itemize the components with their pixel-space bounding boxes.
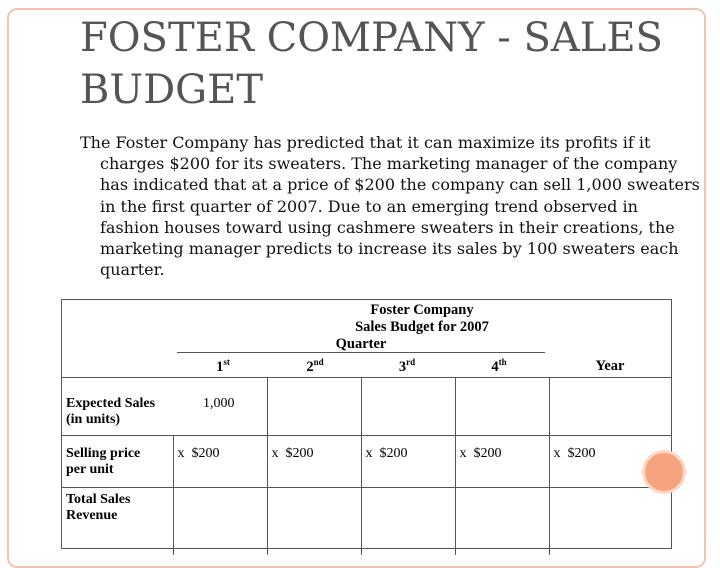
quarter-2-header: 2nd (306, 357, 324, 375)
company-name: Foster Company (370, 302, 474, 318)
budget-title: Sales Budget for 2007 (355, 319, 489, 335)
quarter-group (173, 336, 549, 377)
selling-price-q3: x $200 (361, 435, 455, 487)
quarter-label: Quarter (177, 336, 545, 353)
title-line-1: FOSTER COMPANY - SALES (80, 15, 663, 61)
selling-price-label: Selling price per unit (62, 435, 173, 487)
table-header (173, 300, 671, 336)
sales-budget-table-box (61, 299, 672, 549)
quarter-1-header: 1st (216, 357, 230, 375)
selling-price-q2: x $200 (267, 435, 361, 487)
year-header: Year (595, 357, 625, 374)
expected-sales-q2 (267, 377, 361, 435)
expected-sales-q1: 1,000 (173, 377, 267, 435)
col-header-spacer (62, 336, 173, 377)
selling-price-q1: x $200 (173, 435, 267, 487)
total-sales-q4 (455, 487, 549, 555)
total-sales-year (549, 487, 671, 555)
total-sales-q1 (173, 487, 267, 555)
slide-body-text: The Foster Company has predicted that it can maximize its profits if it charges $200 for its sweaters. The marketing manager of the company has indicated that at a price of $200 the company can sell 1,000 sweaters in the first quarter of 2007. Due to an emerging trend observed in fashion houses toward using cashmere sweaters in their creations, the marketing manager predicts to increase its sales by 100 sweaters each quarter. (80, 133, 700, 280)
title-line-2: BUDGET (80, 67, 264, 113)
total-sales-label: Total Sales Revenue (62, 487, 173, 555)
expected-sales-q4 (455, 377, 549, 435)
header-spacer (62, 300, 173, 336)
quarter-4-header: 4th (491, 357, 507, 375)
expected-sales-label: Expected Sales (in units) (62, 377, 173, 435)
slide-title (80, 12, 690, 116)
quarter-3-header: 3rd (398, 357, 416, 375)
expected-sales-q3 (361, 377, 455, 435)
expected-sales-year (549, 377, 671, 435)
selling-price-year: x $200 (549, 435, 671, 487)
total-sales-q3 (361, 487, 455, 555)
decorative-circle (642, 450, 686, 494)
selling-price-q4: x $200 (455, 435, 549, 487)
sales-budget-table (62, 300, 671, 555)
total-sales-q2 (267, 487, 361, 555)
